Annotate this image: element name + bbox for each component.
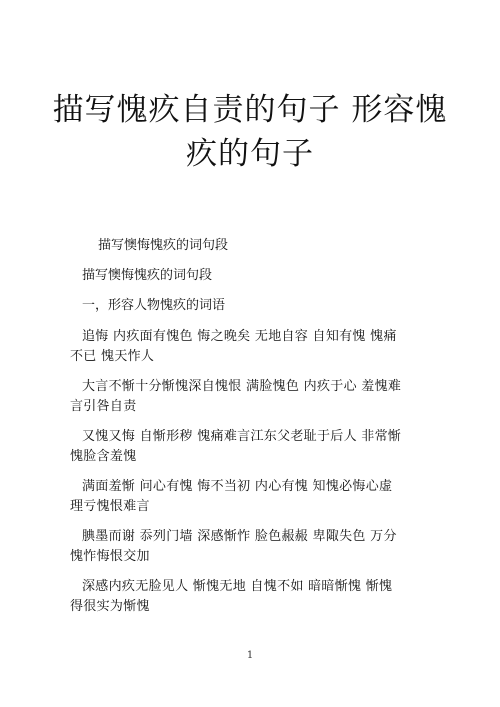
document-body [70, 236, 440, 627]
paragraph-line: 又愧又悔 自惭形秽 愧痛难言江东父老耻于后人 非常惭 [82, 428, 402, 444]
paragraph [70, 477, 440, 517]
paragraph-line: 大言不惭十分惭愧深自愧恨 满脸愧色 内疚于心 羞愧难 [82, 378, 402, 394]
document-title: 描写愧疚自责的句子 形容愧疚的句子 [52, 92, 448, 172]
section-heading: 一，形容人物愧疚的词语 [82, 298, 226, 314]
paragraph [70, 527, 440, 567]
paragraph-line: 得很实为惭愧 [70, 598, 150, 614]
subheading: 描写懊悔愧疚的词句段 [98, 238, 229, 253]
paragraph-line: 追悔 内疚面有愧色 悔之晚矣 无地自容 自知有愧 愧痛 [82, 328, 397, 344]
paragraph-line: 愧怍悔恨交加 [70, 548, 150, 564]
subheading: 描写懊悔愧疚的词句段 [82, 268, 213, 284]
paragraph [70, 327, 440, 367]
paragraph-line: 言引咎自责 [70, 398, 137, 414]
paragraph-line: 深感内疚无脸见人 惭愧无地 自愧不如 暗暗惭愧 惭愧 [82, 578, 393, 594]
paragraph-line: 满面羞惭 问心有愧 悔不当初 内心有愧 知愧必悔心虚 [82, 478, 393, 494]
paragraph [70, 577, 440, 617]
paragraph [70, 427, 440, 467]
paragraph [70, 377, 440, 417]
page-number: 1 [246, 650, 254, 661]
paragraph-line: 愧脸含羞愧 [70, 448, 137, 464]
paragraph-line: 不已 愧天怍人 [70, 348, 155, 364]
paragraph-line: 理亏愧恨难言 [70, 498, 150, 514]
paragraph-line: 腆墨而谢 忝列门墙 深感惭怍 脸色赧赧 卑陬失色 万分 [82, 528, 397, 544]
